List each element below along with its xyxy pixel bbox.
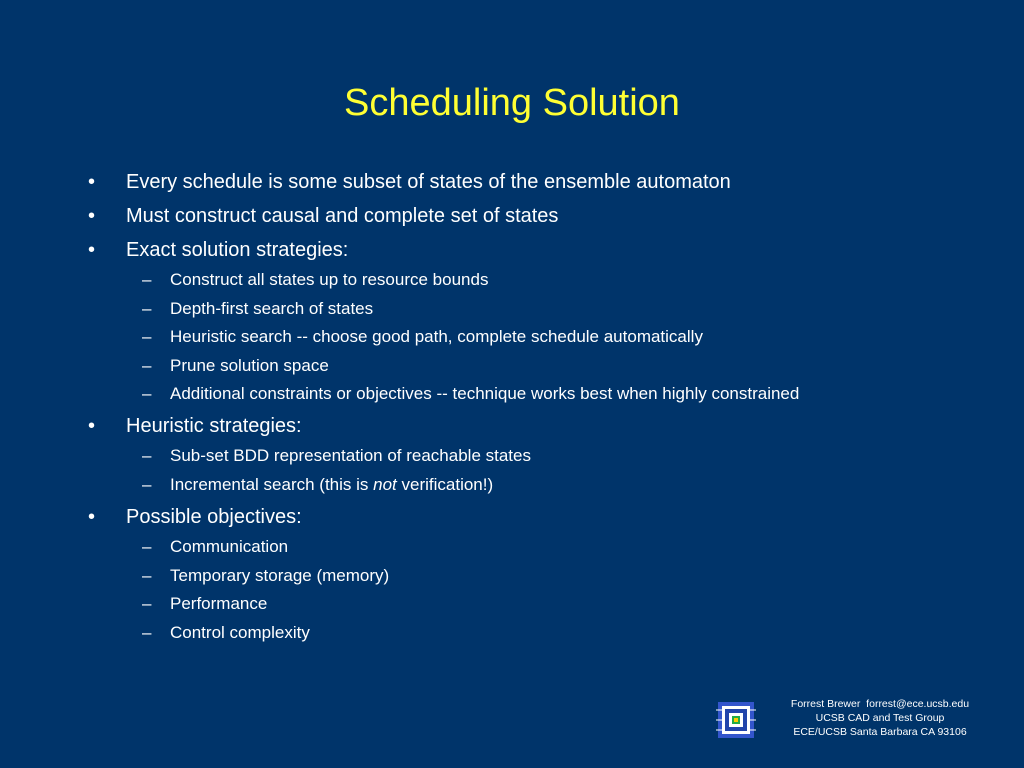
sub-bullet-item (86, 325, 986, 349)
bullet-marker: • (88, 205, 96, 227)
sub-bullet-text: Additional constraints or objectives -- technique works best when highly constrained (170, 384, 800, 404)
bullet-group (86, 202, 986, 230)
sub-bullet-item (86, 564, 986, 588)
sub-bullet-text: Heuristic search -- choose good path, complete schedule automatically (170, 327, 703, 347)
bullet-group (86, 412, 986, 497)
dash-marker: – (142, 565, 152, 585)
bullet-marker: • (88, 239, 96, 261)
bullet-text: Heuristic strategies: (126, 415, 302, 438)
bullet-marker: • (88, 171, 96, 193)
dash-marker: – (142, 327, 152, 347)
bullet-marker: • (88, 505, 96, 528)
slide-body (86, 168, 986, 651)
sub-bullet-text: Communication (170, 536, 289, 556)
sub-bullet-item (86, 382, 986, 406)
bullet-item (86, 168, 986, 196)
bullet-item (86, 236, 986, 264)
bullet-text: Must construct causal and complete set of states (126, 205, 559, 227)
footer-credits (770, 697, 990, 739)
ucsb-cad-logo-icon (716, 700, 756, 740)
dash-marker: – (142, 298, 152, 318)
emphasis-text: not (373, 474, 397, 494)
bullet-item (86, 503, 986, 531)
dash-marker: – (142, 594, 152, 614)
dash-marker: – (142, 474, 152, 494)
sub-bullet-text: Sub-set BDD representation of reachable states (170, 446, 531, 466)
bullet-text: Possible objectives: (126, 505, 302, 528)
bullet-group (86, 168, 986, 196)
sub-bullet-text: Prune solution space (170, 355, 329, 375)
sub-bullet-text: Construct all states up to resource bounds (170, 270, 489, 289)
sub-bullet-item (86, 535, 986, 559)
sub-bullet-text-lead: Incremental search (this is (170, 474, 374, 494)
sub-bullet-text: Depth-first search of states (170, 298, 374, 318)
footer-line: Forrest Brewer forrest@ece.ucsb.edu (790, 698, 970, 710)
slide-title: Scheduling Solution (344, 82, 680, 124)
sub-bullet-text: Temporary storage (memory) (170, 565, 390, 585)
bullet-group (86, 503, 986, 645)
dash-marker: – (142, 536, 152, 556)
bullet-group (86, 236, 986, 406)
footer-line: ECE/UCSB Santa Barbara CA 93106 (793, 726, 967, 738)
dash-marker: – (142, 446, 152, 466)
sub-bullet-item (86, 621, 986, 645)
sub-bullet-item (86, 592, 986, 616)
sub-bullet-item (86, 268, 986, 292)
sub-bullet-item (86, 297, 986, 321)
sub-bullet-item (86, 444, 986, 468)
dash-marker: – (142, 384, 152, 404)
sub-bullet-text: Performance (170, 594, 268, 614)
sub-bullet-item (86, 473, 986, 497)
bullet-marker: • (88, 415, 96, 438)
sub-bullet-text: Control complexity (170, 622, 310, 642)
bullet-item (86, 412, 986, 440)
dash-marker: – (142, 622, 152, 642)
dash-marker: – (142, 355, 152, 375)
sub-bullet-text-tail: verification!) (396, 474, 494, 494)
sub-bullet-item (86, 354, 986, 378)
bullet-text: Exact solution strategies: (126, 239, 349, 261)
bullet-text: Every schedule is some subset of states of the ensemble automaton (126, 171, 731, 193)
bullet-item (86, 202, 986, 230)
dash-marker: – (142, 270, 152, 289)
footer-line: UCSB CAD and Test Group (815, 712, 945, 724)
